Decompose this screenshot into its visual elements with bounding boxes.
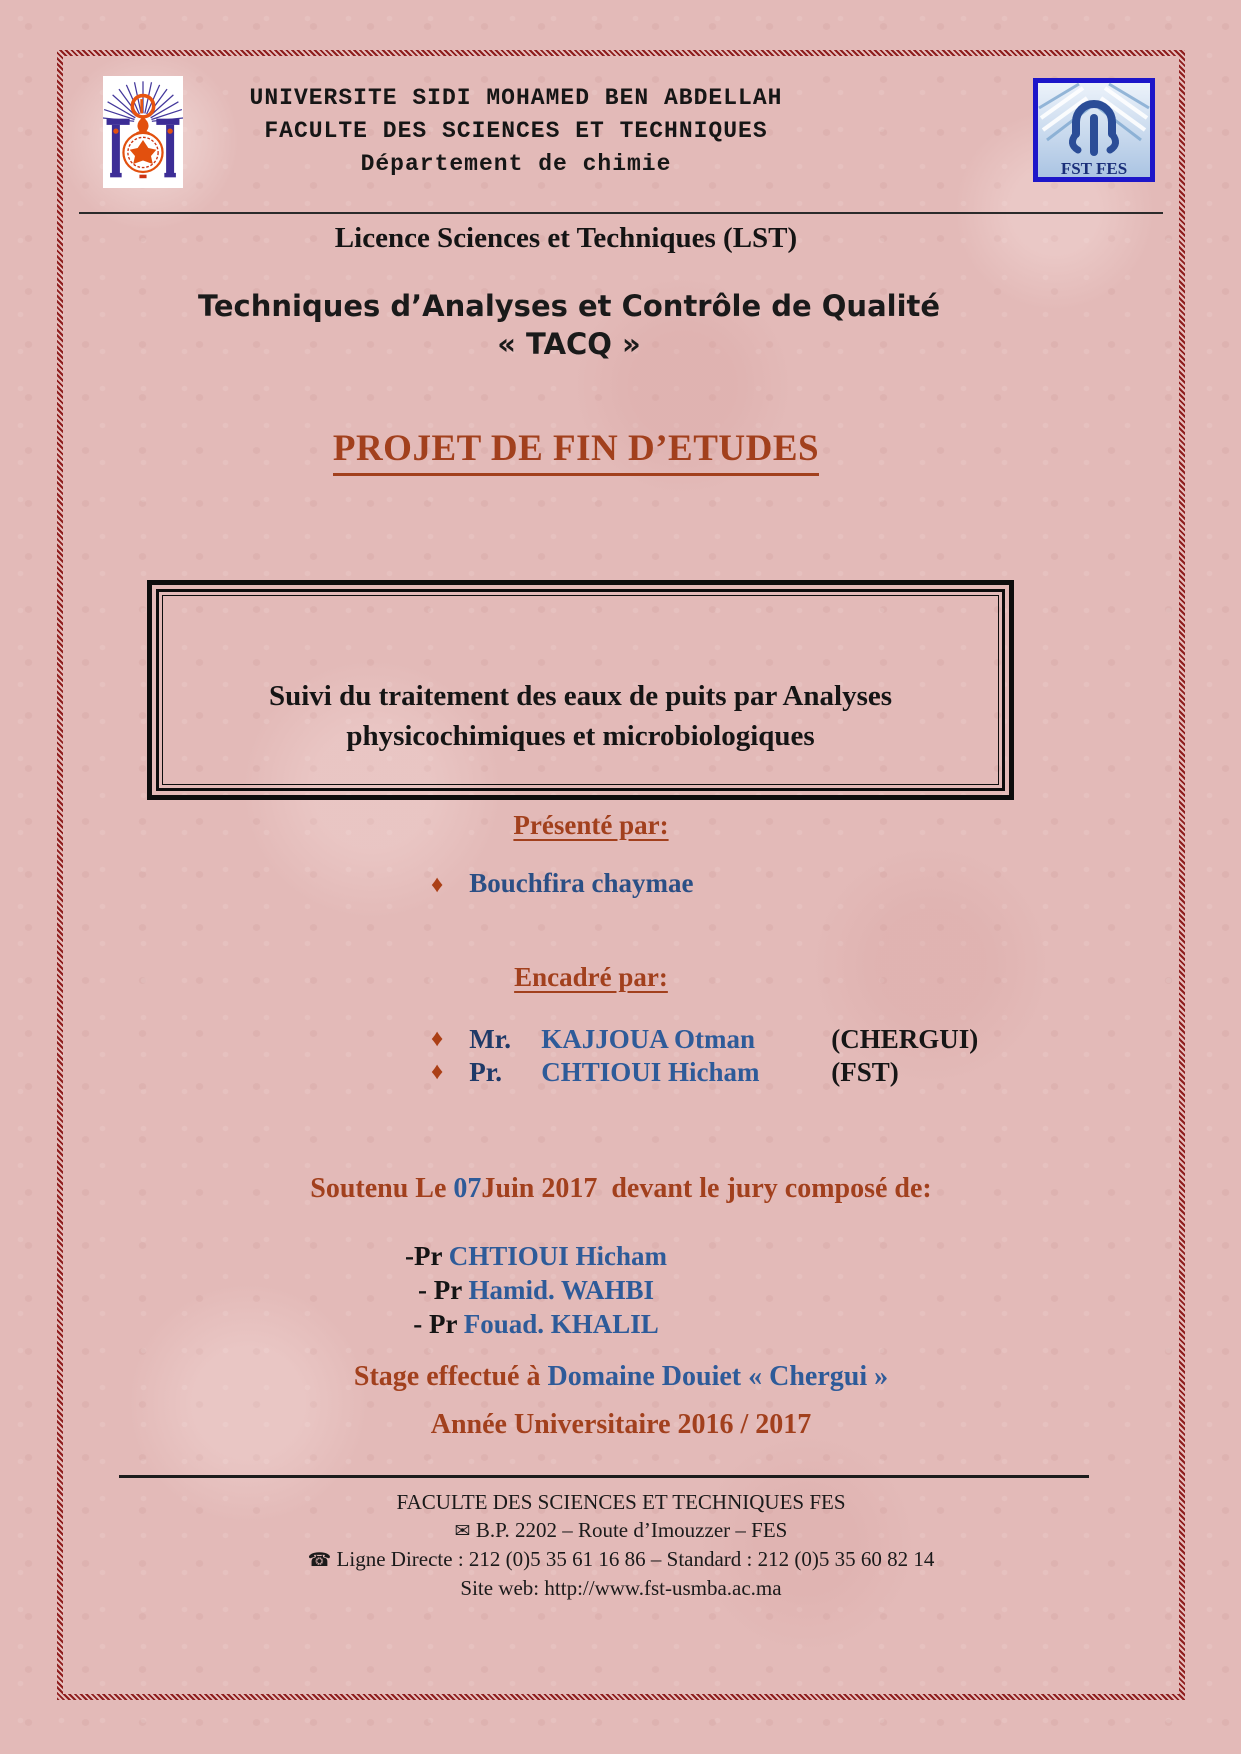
supervisor-affiliation: (CHERGUI): [831, 1024, 979, 1054]
degree-title: Licence Sciences et Techniques (LST): [334, 222, 798, 254]
faculty-name: FACULTE DES SCIENCES ET TECHNIQUES: [264, 118, 768, 144]
jury-member-row: [0, 1307, 1094, 1341]
thesis-title-box-inner-border: [162, 595, 999, 785]
jury-member-prefix: - Pr: [413, 1309, 464, 1339]
jury-member-prefix: - Pr: [417, 1275, 469, 1305]
footer-address-text: B.P. 2202 – Route d’Imouzzer – FES: [470, 1518, 788, 1542]
telephone-icon: ☎: [307, 1549, 332, 1571]
footer-website-line: Site web: http://www.fst-usmba.ac.ma: [460, 1576, 782, 1600]
supervisor-name: CHTIOUI Hicham: [541, 1057, 760, 1087]
diamond-bullet-icon: ♦: [431, 1026, 444, 1052]
defense-intro-prefix: Soutenu Le: [310, 1173, 454, 1204]
header: [63, 56, 1179, 206]
supervisor-title: Pr.: [469, 1057, 516, 1087]
internship-line: [63, 1361, 1179, 1393]
thesis-title-line1: Suivi du traitement des eaux de puits par Analyses: [268, 680, 893, 712]
footer-faculty-line: FACULTE DES SCIENCES ET TECHNIQUES FES: [396, 1490, 846, 1514]
academic-year: Année Universitaire 2016 / 2017: [430, 1409, 812, 1440]
student-name: Bouchfira chaymae: [469, 868, 694, 898]
footer: [63, 1488, 1179, 1602]
supervisor-row: [431, 1023, 1179, 1056]
department-name: Département de chimie: [360, 151, 672, 177]
supervisor-name: KAJJOUA Otman: [541, 1024, 756, 1054]
fst-fes-logo-icon: [1033, 78, 1155, 182]
header-divider-line: [79, 212, 1163, 214]
usmba-university-emblem-icon: [103, 74, 183, 190]
footer-divider-line: [119, 1475, 1089, 1478]
defense-intro-suffix: devant le jury composé de:: [597, 1173, 932, 1204]
supervisor-affiliation: (FST): [831, 1057, 899, 1087]
thesis-title-line2: physicochimiques et microbiologiques: [346, 720, 815, 752]
defense-date-rest: Juin 2017: [481, 1173, 598, 1204]
internship-prefix: Stage effectué à: [353, 1361, 548, 1392]
envelope-icon: ✉: [454, 1520, 471, 1542]
jury-list: [0, 1239, 1094, 1341]
student-row: [431, 867, 1179, 902]
footer-address-line: [63, 1516, 1179, 1545]
university-name: UNIVERSITE SIDI MOHAMED BEN ABDELLAH: [249, 85, 783, 111]
jury-member-name: CHTIOUI Hicham: [448, 1241, 667, 1271]
presented-by-heading: Présenté par:: [513, 810, 669, 840]
supervisor-row: [431, 1056, 1179, 1089]
footer-phone-line: [63, 1545, 1179, 1574]
jury-member-row: [0, 1273, 1094, 1307]
supervised-by-heading: Encadré par:: [514, 962, 668, 992]
jury-member-name: Hamid. WAHBI: [468, 1275, 655, 1305]
supervisor-title: Mr.: [469, 1024, 518, 1054]
footer-phone-text: Ligne Directe : 212 (0)5 35 61 16 86 – Standard : 212 (0)5 35 60 82 14: [331, 1547, 935, 1571]
diamond-bullet-icon: ♦: [431, 872, 444, 898]
internship-location: Domaine Douiet « Chergui »: [547, 1361, 889, 1392]
fst-fes-logo-label: FST FES: [1060, 159, 1128, 178]
jury-member-name: Fouad. KHALIL: [463, 1309, 659, 1339]
defense-date-day: 07: [453, 1173, 482, 1204]
document-type-heading: [18, 427, 1134, 476]
defense-intro-line: [63, 1173, 1179, 1205]
specialty-title-line2: « TACQ »: [497, 327, 641, 361]
specialty-title-line1: Techniques d’Analyses et Contrôle de Qualité: [197, 289, 941, 323]
university-name-block: [183, 82, 849, 181]
document-type-text: PROJET DE FIN D’ETUDES: [333, 427, 819, 476]
thesis-title-box-middle-border: [156, 589, 1005, 791]
jury-member-prefix: -Pr: [404, 1241, 449, 1271]
diamond-bullet-icon: ♦: [431, 1059, 444, 1085]
jury-member-row: [0, 1239, 1094, 1273]
thesis-title-box: [147, 580, 1014, 800]
supervisors-list: [63, 1023, 1179, 1089]
decorative-hatch-border: [57, 50, 1185, 1700]
